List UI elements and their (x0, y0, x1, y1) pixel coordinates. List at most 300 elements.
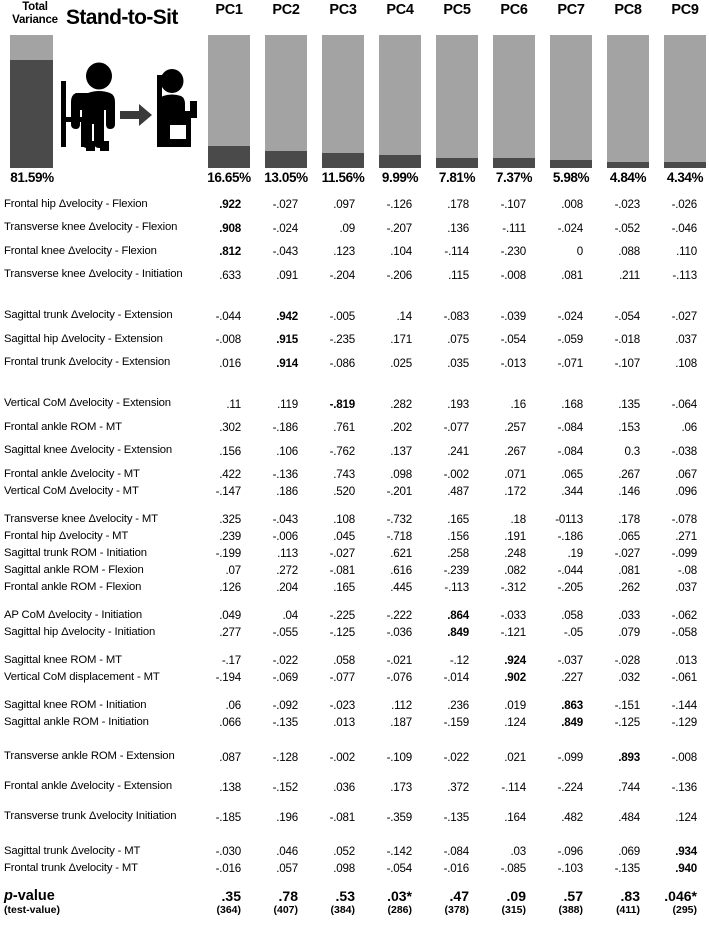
cell-pc6: -.107 (500, 198, 526, 211)
table-row (0, 607, 709, 624)
cell-pc6: .257 (504, 421, 526, 434)
cell-pc7: .863 (561, 699, 583, 712)
cell-pc7: .482 (561, 810, 583, 824)
seated-person-icon (159, 69, 197, 147)
cell-pc7: -.024 (557, 309, 583, 323)
table-row (0, 742, 709, 772)
test-value-pc6: (315) (501, 904, 526, 916)
cell-pc3: .098 (333, 862, 355, 875)
pc-bar-8 (607, 35, 649, 168)
row-label: Frontal ankle Δvelocity - MT (4, 467, 140, 480)
row-values (196, 245, 709, 258)
cell-pc4: .173 (390, 780, 412, 794)
cell-pc9: -.144 (671, 699, 697, 712)
table-row (0, 483, 709, 500)
cell-pc3: -.086 (329, 356, 355, 370)
cell-pc5: -.239 (443, 564, 469, 577)
cell-pc4: .14 (396, 309, 412, 323)
cell-pc5: -.12 (449, 654, 469, 667)
row-values (196, 333, 709, 346)
row-label: Sagittal knee Δvelocity - Extension (4, 444, 173, 457)
cell-pc1: .325 (219, 513, 241, 526)
pc-bar-fill-6 (493, 158, 535, 168)
row-values (196, 421, 709, 434)
cell-pc5: .035 (447, 356, 469, 370)
cell-pc8: -.151 (614, 699, 640, 712)
row-label: Sagittal ankle ROM - Flexion (4, 563, 144, 576)
cell-pc9: -.064 (671, 397, 697, 411)
cell-pc8: .069 (618, 845, 640, 858)
row-label: Frontal knee Δvelocity - Flexion (4, 244, 157, 257)
cell-pc4: -.206 (386, 268, 412, 282)
pc-bar-fill-9 (664, 162, 706, 168)
cell-pc5: .193 (447, 397, 469, 411)
row-label: Frontal ankle ROM - Flexion (4, 580, 142, 593)
task-title: Stand-to-Sit (66, 6, 178, 29)
table-row (0, 579, 709, 596)
cell-pc9: -.061 (671, 671, 697, 684)
row-label: Sagittal knee ROM - Initiation (4, 698, 147, 711)
row-values (196, 269, 709, 282)
p-value-pc2 (253, 888, 310, 917)
cell-pc4: -.207 (386, 221, 412, 235)
cell-pc3: -.762 (329, 444, 355, 458)
cell-pc8: .267 (618, 468, 640, 481)
cell-pc4: -.126 (386, 198, 412, 211)
p-value-number: .046* (664, 888, 697, 904)
cell-pc1: .422 (219, 468, 241, 481)
p-value-number: .57 (563, 888, 583, 904)
pc-column-header-1: PC1 (215, 2, 243, 18)
cell-pc8: -.023 (614, 198, 640, 211)
test-value-pc2: (407) (273, 904, 298, 916)
total-variance-percent: 81.59% (10, 170, 54, 185)
cell-pc3: .108 (333, 513, 355, 526)
row-label: Sagittal trunk Δvelocity - MT (4, 844, 141, 857)
row-label: Sagittal hip Δvelocity - Extension (4, 332, 163, 345)
p-value-cells (196, 888, 709, 917)
cell-pc6: -.054 (500, 333, 526, 346)
cell-pc7: .19 (567, 547, 583, 560)
p-value-number: .47 (449, 888, 469, 904)
cell-pc2: .272 (276, 564, 298, 577)
cell-pc1: .922 (219, 198, 241, 211)
cell-pc9: -.027 (671, 309, 697, 323)
row-values (196, 845, 709, 858)
row-label: Sagittal trunk Δvelocity - Extension (4, 309, 173, 322)
cell-pc1: .277 (219, 626, 241, 639)
cell-pc5: .372 (447, 780, 469, 794)
cell-pc3: -.081 (329, 810, 355, 824)
p-value-footer (0, 888, 709, 917)
cell-pc7: -.103 (557, 862, 583, 875)
total-variance-label (2, 1, 68, 26)
row-values (196, 671, 709, 684)
cell-pc4: -.076 (386, 671, 412, 684)
cell-pc5: .178 (447, 198, 469, 211)
cell-pc6: .03 (510, 845, 526, 858)
cell-pc3: -.204 (329, 268, 355, 282)
arrow-right-icon (120, 104, 152, 126)
cell-pc5: -.022 (443, 750, 469, 764)
pc-bar-5 (436, 35, 478, 168)
cell-pc6: .124 (504, 716, 526, 729)
row-label: Transverse knee Δvelocity - MT (4, 512, 158, 525)
cell-pc9: .124 (675, 810, 697, 824)
cell-pc2: .186 (276, 485, 298, 498)
cell-pc1: -.199 (215, 547, 241, 560)
cell-pc2: -.027 (272, 198, 298, 211)
loading-group (0, 607, 709, 641)
p-value-pc5 (424, 888, 481, 917)
cell-pc8: .032 (618, 671, 640, 684)
cell-pc2: -.092 (272, 699, 298, 712)
row-label: Transverse trunk Δvelocity Initiation (4, 810, 177, 823)
table-row (0, 389, 709, 419)
pc-column-header-8: PC8 (614, 2, 642, 18)
pc-bar-1 (208, 35, 250, 168)
row-label: Sagittal hip Δvelocity - Initiation (4, 625, 156, 638)
cell-pc3: -.081 (329, 564, 355, 577)
row-label: Transverse knee Δvelocity - Initiation (4, 268, 183, 281)
stand-to-sit-pictogram (58, 55, 203, 180)
cell-pc7: -.084 (557, 421, 583, 434)
row-label: Frontal ankle ROM - MT (4, 420, 122, 433)
row-label: Transverse ankle ROM - Extension (4, 750, 175, 763)
cell-pc7: -.096 (557, 845, 583, 858)
table-row (0, 669, 709, 686)
cell-pc6: -.013 (500, 356, 526, 370)
row-label: Sagittal trunk ROM - Initiation (4, 546, 147, 559)
cell-pc1: -.147 (215, 485, 241, 498)
cell-pc8: -.107 (614, 356, 640, 370)
cell-pc1: .07 (225, 564, 241, 577)
pc-bar-4 (379, 35, 421, 168)
pc-column-header-6: PC6 (500, 2, 528, 18)
cell-pc9: .934 (675, 845, 697, 858)
cell-pc4: -.142 (386, 845, 412, 858)
cell-pc1: .812 (219, 245, 241, 258)
p-value-pc4 (367, 888, 424, 917)
table-row (0, 772, 709, 802)
cell-pc6: .021 (504, 750, 526, 764)
cell-pc1: -.008 (215, 333, 241, 346)
table-row (0, 419, 709, 436)
pc-bar-fill-8 (607, 162, 649, 168)
cell-pc3: -.023 (329, 699, 355, 712)
cell-pc9: .110 (676, 245, 697, 258)
pc-column-header-5: PC5 (443, 2, 471, 18)
cell-pc8: -.052 (614, 221, 640, 235)
pc-bar-fill-7 (550, 160, 592, 168)
row-label: Frontal hip Δvelocity - MT (4, 529, 129, 542)
row-values (196, 513, 709, 526)
row-values (196, 468, 709, 481)
pc-bar-percent-1: 16.65% (207, 170, 251, 185)
cell-pc8: .211 (619, 268, 640, 282)
cell-pc6: .082 (504, 564, 526, 577)
cell-pc7: -.224 (557, 780, 583, 794)
cell-pc1: -.194 (215, 671, 241, 684)
cell-pc9: .067 (675, 468, 697, 481)
cell-pc1: .11 (226, 397, 241, 411)
test-value-pc8: (411) (616, 904, 640, 916)
table-row (0, 436, 709, 466)
cell-pc6: .248 (504, 547, 526, 560)
cell-pc7: .168 (561, 397, 583, 411)
cell-pc7: -0113 (555, 513, 583, 526)
p-value-number: .03* (387, 888, 412, 904)
cell-pc6: -.114 (501, 780, 526, 794)
cell-pc7: -.044 (557, 564, 583, 577)
pc-bar-percent-2: 13.05% (264, 170, 308, 185)
row-label: Vertical CoM displacement - MT (4, 670, 160, 683)
cell-pc5: .165 (447, 513, 469, 526)
table-row (0, 545, 709, 562)
cell-pc3: .123 (333, 245, 355, 258)
cell-pc4: -.222 (386, 609, 412, 622)
cell-pc5: .136 (447, 221, 469, 235)
cell-pc4: .137 (390, 444, 412, 458)
cell-pc9: -.008 (671, 750, 697, 764)
figure-header (0, 0, 709, 196)
cell-pc4: .202 (390, 421, 412, 434)
cell-pc4: -.036 (386, 626, 412, 639)
cell-pc6: -.230 (500, 245, 526, 258)
row-values (196, 716, 709, 729)
total-variance-label-line1: Total (22, 1, 48, 13)
cell-pc4: .445 (390, 581, 412, 594)
cell-pc3: -.002 (329, 750, 355, 764)
cell-pc5: .487 (447, 485, 469, 498)
pc-column-header-4: PC4 (386, 2, 414, 18)
cell-pc8: .262 (618, 581, 640, 594)
row-values (196, 530, 709, 543)
row-values (196, 564, 709, 577)
cell-pc3: .520 (333, 485, 355, 498)
total-variance-label-line2: Variance (12, 13, 58, 26)
table-row (0, 714, 709, 731)
cell-pc2: .04 (282, 609, 298, 622)
cell-pc3: -.225 (329, 609, 355, 622)
cell-pc9: .037 (675, 333, 697, 346)
pc-bar-percent-7: 5.98% (552, 170, 590, 185)
cell-pc5: .864 (447, 609, 469, 622)
row-values (196, 310, 709, 323)
cell-pc2: .046 (276, 845, 298, 858)
cell-pc7: .849 (561, 716, 583, 729)
pc-column-header-9: PC9 (671, 2, 699, 18)
cell-pc3: .165 (333, 581, 355, 594)
cell-pc4: -.718 (386, 530, 412, 543)
p-value-pc6 (481, 888, 538, 917)
cell-pc2: .106 (276, 444, 298, 458)
cell-pc2: .119 (277, 397, 298, 411)
row-values (196, 609, 709, 622)
cell-pc2: -.136 (272, 468, 298, 481)
cell-pc3: .743 (333, 468, 355, 481)
cell-pc6: -.033 (500, 609, 526, 622)
p-value-number: .53 (335, 888, 355, 904)
cell-pc5: .241 (447, 444, 469, 458)
row-values (196, 626, 709, 639)
cell-pc2: -.135 (272, 716, 298, 729)
total-variance-bar (10, 35, 53, 168)
cell-pc8: .146 (618, 485, 640, 498)
row-label: Transverse knee Δvelocity - Flexion (4, 221, 178, 234)
row-values (196, 485, 709, 498)
loading-group (0, 742, 709, 832)
pc-bar-3 (322, 35, 364, 168)
cell-pc3: .058 (333, 654, 355, 667)
pc-bar-percent-5: 7.81% (438, 170, 476, 185)
cell-pc6: .16 (510, 397, 526, 411)
test-value-pc7: (388) (558, 904, 583, 916)
cell-pc2: .914 (276, 356, 298, 370)
cell-pc4: .171 (390, 333, 412, 346)
table-row (0, 348, 709, 378)
cell-pc1: .049 (219, 609, 241, 622)
table-row (0, 466, 709, 483)
p-value-number: .78 (278, 888, 298, 904)
cell-pc2: -.043 (272, 245, 298, 258)
row-label: Frontal trunk Δvelocity - Extension (4, 356, 171, 369)
cell-pc2: -.022 (272, 654, 298, 667)
pc-bar-percent-4: 9.99% (381, 170, 419, 185)
pc-bar-percent-9: 4.34% (666, 170, 704, 185)
cell-pc3: .045 (333, 530, 355, 543)
loading-group (0, 843, 709, 877)
cell-pc8: -.125 (614, 716, 640, 729)
row-values (196, 581, 709, 594)
cell-pc1: .302 (219, 421, 241, 434)
cell-pc6: -.085 (500, 862, 526, 875)
cell-pc7: 0 (576, 245, 583, 258)
cell-pc6: .172 (504, 485, 526, 498)
cell-pc2: .113 (277, 547, 298, 560)
cell-pc4: .104 (390, 245, 412, 258)
cell-pc5: .115 (448, 268, 469, 282)
cell-pc4: -.054 (386, 862, 412, 875)
cell-pc1: .087 (219, 750, 241, 764)
test-value-label: (test-value) (4, 904, 61, 916)
row-label: AP CoM Δvelocity - Initiation (4, 608, 142, 621)
cell-pc1: -.044 (215, 309, 241, 323)
row-values (196, 547, 709, 560)
p-value-number: .09 (506, 888, 526, 904)
total-variance-bar-fill (10, 60, 53, 169)
row-label: Frontal ankle Δvelocity - Extension (4, 780, 173, 793)
cell-pc5: .075 (447, 333, 469, 346)
p-value-pc9 (652, 888, 709, 917)
pc-bar-fill-5 (436, 158, 478, 168)
cell-pc9: -.136 (671, 780, 697, 794)
cell-pc5: .849 (447, 626, 469, 639)
cell-pc7: .344 (561, 485, 583, 498)
row-label: Frontal hip Δvelocity - Flexion (4, 197, 148, 210)
cell-pc7: .058 (561, 609, 583, 622)
cell-pc5: .156 (447, 530, 469, 543)
cell-pc6: .191 (504, 530, 526, 543)
cell-pc9: -.038 (671, 444, 697, 458)
cell-pc8: .079 (618, 626, 640, 639)
p-value-pc3 (310, 888, 367, 917)
cell-pc1: .156 (219, 444, 241, 458)
row-values (196, 751, 709, 764)
cell-pc5: -.002 (443, 468, 469, 481)
cell-pc3: .761 (333, 421, 355, 434)
cell-pc3: .052 (333, 845, 355, 858)
cell-pc1: .138 (219, 780, 241, 794)
cell-pc8: -.018 (614, 333, 640, 346)
table-row (0, 562, 709, 579)
cell-pc2: -.069 (272, 671, 298, 684)
cell-pc2: -.152 (272, 780, 298, 794)
cell-pc2: -.024 (272, 221, 298, 235)
cell-pc4: .098 (390, 468, 412, 481)
cell-pc9: .940 (675, 862, 697, 875)
table-row (0, 260, 709, 290)
pc-bar-fill-4 (379, 155, 421, 168)
p-value-pc7 (538, 888, 595, 917)
cell-pc6: -.008 (500, 268, 526, 282)
cell-pc7: -.05 (563, 626, 583, 639)
cell-pc4: .616 (390, 564, 412, 577)
cell-pc8: .065 (618, 530, 640, 543)
p-value-label (0, 888, 196, 917)
cell-pc3: .036 (333, 780, 355, 794)
cell-pc8: .088 (618, 245, 640, 258)
cell-pc9: .271 (675, 530, 697, 543)
cell-pc9: -.113 (672, 268, 697, 282)
cell-pc3: -.235 (329, 333, 355, 346)
row-values (196, 862, 709, 875)
cell-pc3: -.005 (329, 309, 355, 323)
cell-pc9: -.026 (671, 198, 697, 211)
row-values (196, 445, 709, 458)
loadings-groups (0, 196, 709, 877)
cell-pc9: -.058 (671, 626, 697, 639)
table-row (0, 697, 709, 714)
cell-pc1: .016 (219, 356, 241, 370)
pc-column-header-2: PC2 (272, 2, 300, 18)
cell-pc8: 0.3 (624, 444, 640, 458)
row-values (196, 357, 709, 370)
test-value-pc1: (364) (216, 904, 241, 916)
cell-pc6: .18 (510, 513, 526, 526)
cell-pc7: -.186 (557, 530, 583, 543)
cell-pc7: -.205 (557, 581, 583, 594)
test-value-pc4: (286) (387, 904, 412, 916)
cell-pc5: -.077 (443, 421, 469, 434)
row-label: Sagittal knee ROM - MT (4, 653, 122, 666)
pc-bar-7 (550, 35, 592, 168)
cell-pc4: .187 (390, 716, 412, 729)
cell-pc4: .621 (390, 547, 412, 560)
cell-pc4: -.021 (386, 654, 412, 667)
cell-pc7: -.099 (557, 750, 583, 764)
table-row (0, 511, 709, 528)
table-row (0, 331, 709, 348)
cell-pc9: .096 (675, 485, 697, 498)
cell-pc6: .267 (504, 444, 526, 458)
p-value-row (0, 888, 709, 917)
cell-pc3: -.027 (329, 547, 355, 560)
cell-pc1: -.030 (215, 845, 241, 858)
loading-group (0, 196, 709, 290)
test-value-pc5: (378) (444, 904, 469, 916)
cell-pc8: .033 (618, 609, 640, 622)
